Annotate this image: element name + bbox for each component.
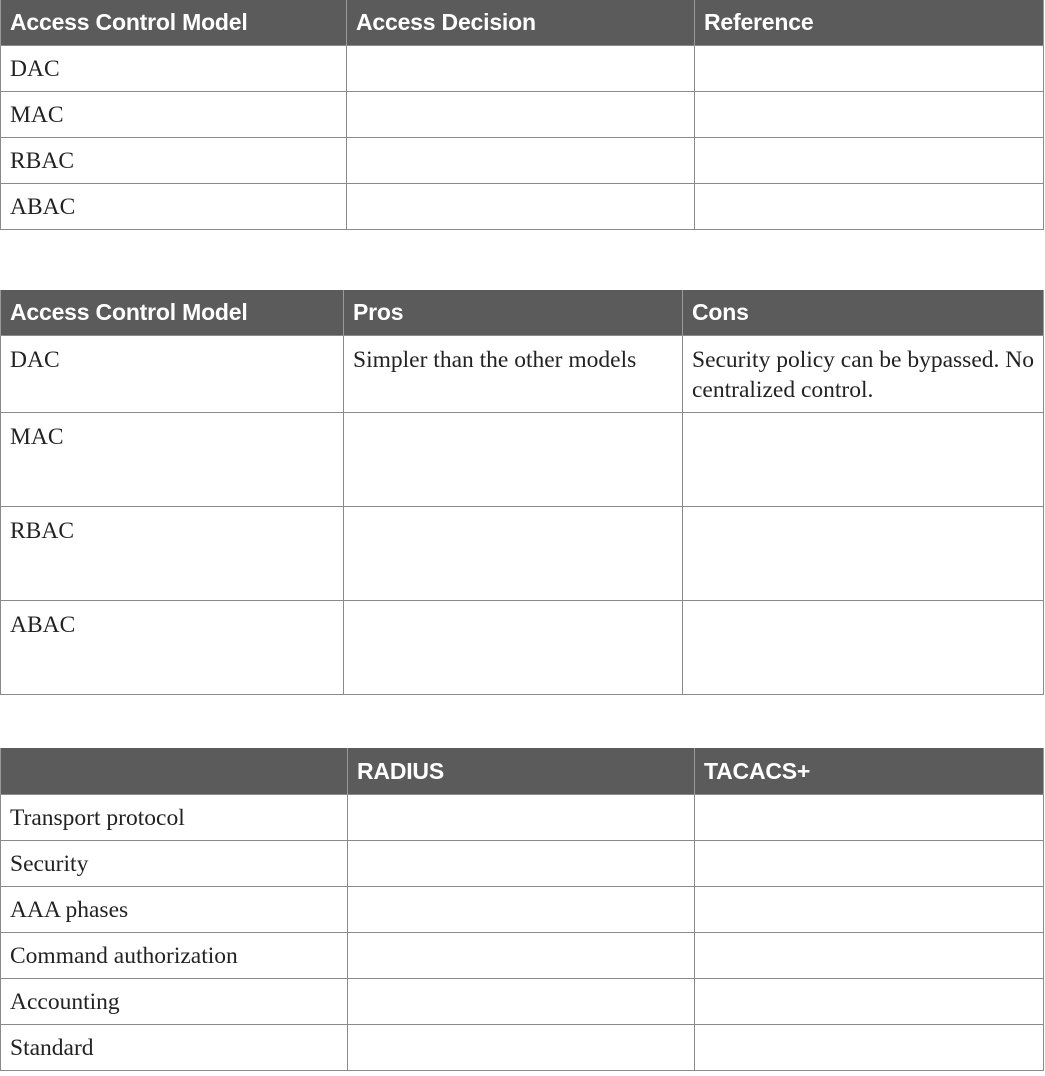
model-cell: DAC — [1, 46, 347, 92]
model-cell: MAC — [1, 92, 347, 138]
table-row — [1, 841, 1044, 887]
pros-cell[interactable]: Simpler than the other models — [344, 336, 683, 413]
feature-cell: AAA phases — [1, 887, 348, 933]
access-decision-cell[interactable] — [347, 184, 695, 230]
table-row — [1, 887, 1044, 933]
table-header-row — [1, 748, 1044, 795]
reference-cell[interactable] — [695, 138, 1044, 184]
model-cell: RBAC — [1, 507, 344, 601]
reference-cell[interactable] — [695, 184, 1044, 230]
model-cell: MAC — [1, 413, 344, 507]
table-row — [1, 933, 1044, 979]
table-header-row — [1, 290, 1044, 336]
table-row — [1, 92, 1044, 138]
radius-cell[interactable] — [348, 795, 695, 841]
table-row — [1, 601, 1044, 695]
column-header: Access Control Model — [1, 0, 347, 46]
cons-cell[interactable] — [683, 601, 1044, 695]
pros-cell[interactable] — [344, 507, 683, 601]
radius-cell[interactable] — [348, 979, 695, 1025]
model-cell: DAC — [1, 336, 344, 413]
pros-cell[interactable] — [344, 601, 683, 695]
pros-cell[interactable] — [344, 413, 683, 507]
cons-cell[interactable] — [683, 413, 1044, 507]
access-decision-table — [0, 0, 1044, 230]
column-header: Access Control Model — [1, 290, 344, 336]
table-row — [1, 184, 1044, 230]
radius-tacacs-table — [0, 748, 1044, 1071]
cons-cell[interactable]: Security policy can be bypassed. No centralized control. — [683, 336, 1044, 413]
tacacs-cell[interactable] — [695, 887, 1044, 933]
table-row — [1, 46, 1044, 92]
radius-cell[interactable] — [348, 1025, 695, 1071]
feature-cell: Security — [1, 841, 348, 887]
pros-cons-table — [0, 290, 1044, 695]
access-decision-cell[interactable] — [347, 138, 695, 184]
radius-cell[interactable] — [348, 933, 695, 979]
column-header: Access Decision — [347, 0, 695, 46]
reference-cell[interactable] — [695, 46, 1044, 92]
column-header: Pros — [344, 290, 683, 336]
model-cell: ABAC — [1, 184, 347, 230]
column-header: RADIUS — [348, 748, 695, 795]
tacacs-cell[interactable] — [695, 933, 1044, 979]
tacacs-cell[interactable] — [695, 841, 1044, 887]
table-row — [1, 336, 1044, 413]
table-row — [1, 507, 1044, 601]
table-row — [1, 1025, 1044, 1071]
radius-cell[interactable] — [348, 887, 695, 933]
tacacs-cell[interactable] — [695, 1025, 1044, 1071]
table-row — [1, 979, 1044, 1025]
cons-cell[interactable] — [683, 507, 1044, 601]
radius-cell[interactable] — [348, 841, 695, 887]
reference-cell[interactable] — [695, 92, 1044, 138]
feature-cell: Transport protocol — [1, 795, 348, 841]
table-row — [1, 795, 1044, 841]
feature-cell: Standard — [1, 1025, 348, 1071]
feature-cell: Accounting — [1, 979, 348, 1025]
table-row — [1, 413, 1044, 507]
model-cell: RBAC — [1, 138, 347, 184]
feature-cell: Command authorization — [1, 933, 348, 979]
access-decision-cell[interactable] — [347, 46, 695, 92]
column-header: TACACS+ — [695, 748, 1044, 795]
tacacs-cell[interactable] — [695, 979, 1044, 1025]
tacacs-cell[interactable] — [695, 795, 1044, 841]
access-decision-cell[interactable] — [347, 92, 695, 138]
model-cell: ABAC — [1, 601, 344, 695]
column-header: Cons — [683, 290, 1044, 336]
column-header: Reference — [695, 0, 1044, 46]
table-header-row — [1, 0, 1044, 46]
table-row — [1, 138, 1044, 184]
column-header — [1, 748, 348, 795]
